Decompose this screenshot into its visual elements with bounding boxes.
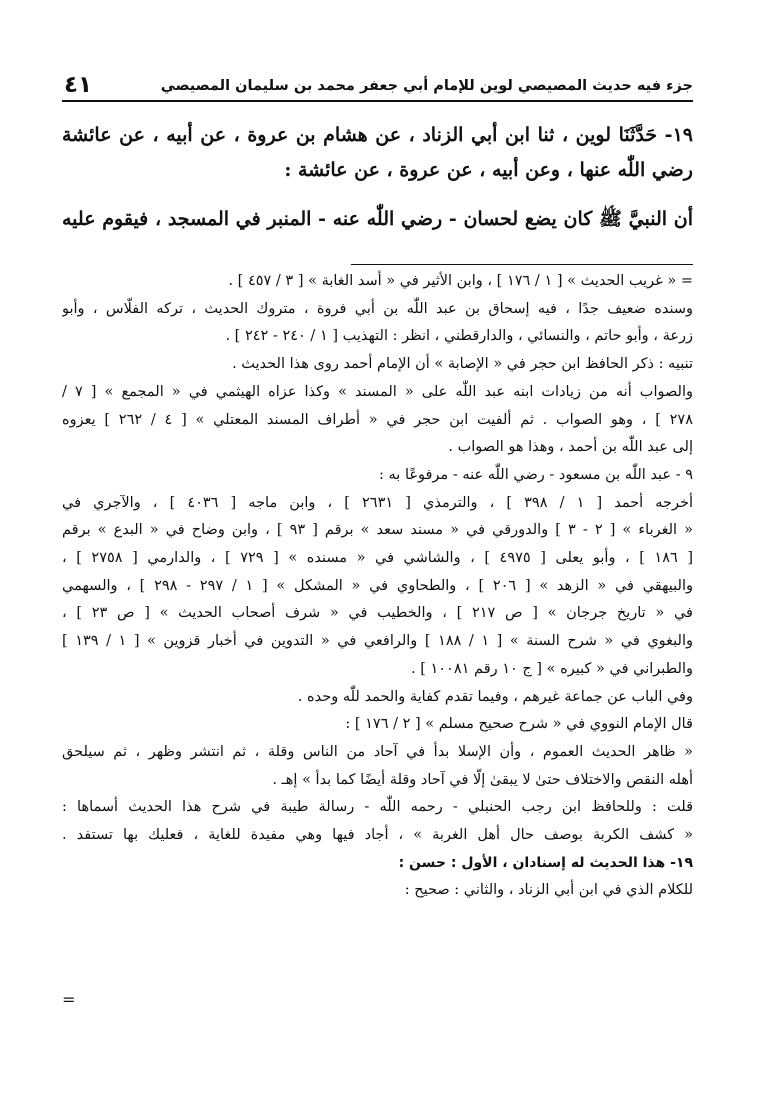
hadith-line-2: رضي اللّٰه عنها ، وعن أبيه ، عن عروة ، عن عائشة : (284, 159, 693, 181)
footnote-line: تنبيه : ذكر الحافظ ابن حجر في « الإصابة » أن الإمام أحمد روى هذا الحديث . (232, 356, 693, 373)
footnote-line: للكلام الذي في ابن أبي الزناد ، والثاني : صحيح : (404, 882, 693, 899)
footnote-line: أهله النقص والاختلاف حتىٰ لا يبقىٰ إلّا في آحاد وقلة أيضًا كما بدأ » إهـ . (272, 771, 693, 788)
footnote-line: وسنده ضعيف جدًا ، فيه إسحاق بن عبد اللّٰه بن أبي فروة ، متروك الحديث ، تركه الفلّاس ، وأبو (62, 300, 693, 317)
footnotes (62, 268, 693, 905)
continuation-mark: = (62, 990, 76, 1009)
footnote-line: زرعة ، وأبو حاتم ، والنسائي ، والدارقطني ، انظر : التهذيب [ ١ / ٢٤٠ - ٢٤٢ ] . (225, 328, 693, 345)
hadith-line-1: ١٩- حَدَّثَنَا لوين ، ثنا ابن أبي الزناد ، عن هشام بن عروة ، عن أبيه ، عن عائشة (62, 124, 693, 146)
footnote-separator (351, 264, 693, 265)
footnote-line: أخرجه أحمد [ ١ / ٣٩٨ ] ، والترمذي [ ٢٦٣١ ] ، وابن ماجه [ ٤٠٣٦ ] ، والآجري في (62, 494, 693, 511)
footnote-line: وفي الباب عن جماعة غيرهم ، وفيما تقدم كفاية والحمد للّٰه وحده . (297, 688, 693, 705)
footnote-line: « الغرباء » [ ٢ - ٣ ] والدورقي في « مسند سعد » برقم [ ٩٣ ] ، وابن وضاح في « البدع » برقم (62, 522, 693, 539)
footnote-line: والبغوي في « شرح السنة » [ ١ / ١٨٨ ] والرافعي في « التدوين في أخبار قزوين » [ ١ / ١٣٩ ] (62, 633, 693, 650)
footnote-line: ٢٧٨ ] ، وهو الصواب . ثم ألفيت ابن حجر في « أطراف المسند المعتلي » [ ٤ / ٢٦٢ ] يعزوه (62, 411, 693, 428)
footnote-line: [ ١٨٦ ] ، وأبو يعلى [ ٤٩٧٥ ] ، والشاشي في « مسنده » [ ٧٢٩ ] ، والدارمي [ ٢٧٥٨ ] ، (62, 550, 693, 567)
footnote-line: « كشف الكربة بوصف حال أهل الغربة » ، أجاد فيها وهي مفيدة للغاية ، فعليك بها تستفد . (62, 827, 693, 844)
footnote-line: قلت : وللحافظ ابن رجب الحنبلي - رحمه اللّٰه - رسالة طيبة في شرح هذا الحديث أسماها : (62, 799, 693, 816)
hadith-line-3: أن النبيَّ ﷺ كان يضع لحسان - رضي اللّٰه عنه - المنبر في المسجد ، فيقوم عليه (62, 208, 693, 230)
running-header (62, 70, 693, 102)
footnote-line: في « تاريخ جرجان » [ ص ٢١٧ ] ، والخطيب في « شرف أصحاب الحديث » [ ص ٢٣ ] ، (62, 605, 693, 622)
header-title: جزء فيه حديث المصيصي لوين للإمام أبي جعفر محمد بن سليمان المصيصي (160, 78, 693, 94)
footnote-heading: ١٩- هذا الحديث له إسنادان ، الأول : حسن : (398, 854, 693, 871)
footnote-line: = « غريب الحديث » [ ١ / ١٧٦ ] ، وابن الأثير في « أسد الغابة » [ ٣ / ٤٥٧ ] . (228, 273, 693, 289)
footnote-line: والصواب أنه من زيادات ابنه عبد اللّٰه على « المسند » وكذا عزاه الهيثمي في « المجمع » [ ٧ / (62, 383, 693, 400)
page-number: ٤١ (64, 72, 93, 98)
footnote-line: والطبراني في « كبيره » [ ج ١٠ رقم ١٠٠٨١ ] . (411, 660, 693, 677)
footnote-line: والبيهقي في « الزهد » [ ٢٠٦ ] ، والطحاوي في « المشكل » [ ١ / ٢٩٧ - ٢٩٨ ] ، والسهمي (62, 577, 693, 594)
footnote-line: إلى عبد اللّٰه بن أحمد ، وهذا هو الصواب . (448, 439, 693, 456)
footnote-line: قال الإمام النووي في « شرح صحيح مسلم » [ ٢ / ١٧٦ ] : (345, 716, 693, 733)
footnote-line: ٩ - عبد اللّٰه بن مسعود - رضي اللّٰه عنه - مرفوعًا به : (379, 466, 693, 483)
footnote-line: « ظاهر الحديث العموم ، وأن الإسلا بدأ في آحاد من الناس وقلة ، ثم انتشر وظهر ، ثم سيلحق (62, 743, 693, 760)
hadith-text (62, 118, 693, 237)
